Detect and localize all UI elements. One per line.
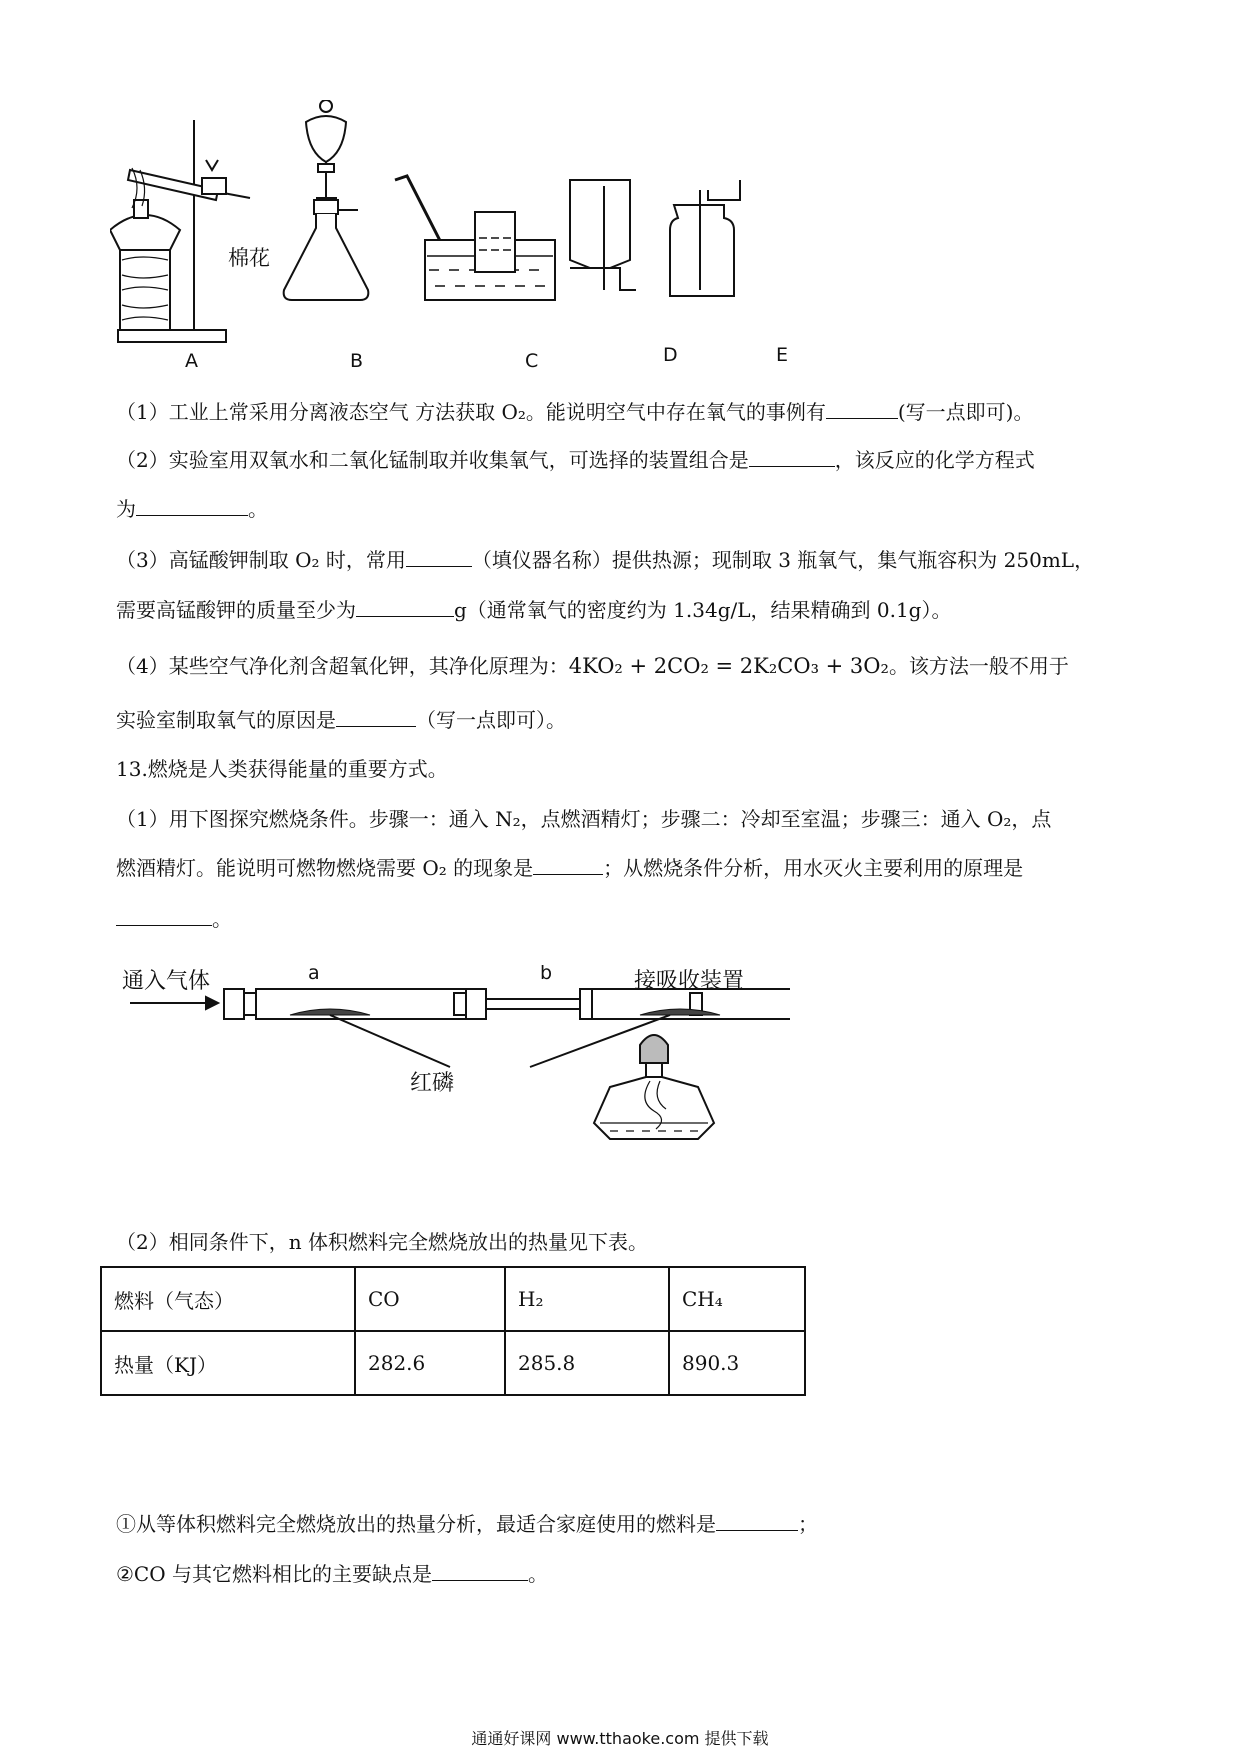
tube-a-label: a [308, 962, 320, 984]
answer-blank[interactable] [749, 446, 835, 467]
answer-blank[interactable] [826, 398, 898, 419]
q13-sub-ii [116, 1560, 548, 1588]
table-cell: 890.3 [669, 1331, 805, 1395]
q13-part1: （1）用下图探究燃烧条件。步骤一：通入 N₂，点燃酒精灯；步骤二：冷却至室温；步骤三：通入 O₂，点 [116, 807, 1052, 831]
apparatus-label-d: D [663, 344, 678, 366]
inlet-label: 通入气体 [122, 969, 211, 994]
outlet-label: 接吸收装置 [634, 969, 745, 994]
q12-part4-end: （写一点即可）。 [416, 708, 566, 732]
q12-part3-cont: （填仪器名称）提供热源；现制取 3 瓶氧气，集气瓶容积为 250mL， [471, 548, 1095, 572]
tube-a [224, 989, 486, 1019]
q12-part2-end: 。 [248, 497, 268, 521]
q13-part2: （2）相同条件下，n 体积燃料完全燃烧放出的热量见下表。 [116, 1230, 648, 1254]
table-cell: 285.8 [505, 1331, 669, 1395]
q12-part2-line2 [116, 495, 268, 523]
q12-part2-prefix: 为 [116, 497, 136, 521]
apparatus-b-conical-flask [284, 100, 369, 300]
apparatus-label-a: A [185, 350, 198, 372]
answer-blank[interactable] [356, 596, 454, 617]
answer-blank[interactable] [716, 1510, 798, 1531]
table-header-cell: CH₄ [669, 1267, 805, 1331]
q12-part3 [116, 546, 1094, 574]
q13-part1-line3 [116, 905, 232, 933]
q13-part1-cont: ；从燃烧条件分析，用水灭火主要利用的原理是 [603, 856, 1024, 880]
table-header-cell: CO [355, 1267, 505, 1331]
q12-part1-end: (写一点即可)。 [897, 400, 1034, 424]
answer-blank[interactable] [116, 905, 212, 926]
red-phosphorus-label: 红磷 [410, 1071, 455, 1096]
table-header-cell: 燃料（气态） [101, 1267, 355, 1331]
q12-part3-line2 [116, 596, 951, 624]
chemical-equation: 4KO₂ + 2CO₂ = 2K₂CO₃ + 3O₂ [568, 654, 889, 678]
answer-blank[interactable] [406, 546, 472, 567]
table-cell: 282.6 [355, 1331, 505, 1395]
q12-part4-text: （4）某些空气净化剂含超氧化钾，其净化原理为： [116, 654, 569, 678]
table-header-cell: H₂ [505, 1267, 669, 1331]
apparatus-e-gas-bottle [670, 180, 740, 296]
q12-part3-prefix: 需要高锰酸钾的质量至少为 [116, 598, 356, 622]
apparatus-label-c: C [525, 350, 539, 372]
table-cell: 热量（KJ） [101, 1331, 355, 1395]
cotton-label: 棉花 [228, 246, 270, 270]
q12-part3-text: （3）高锰酸钾制取 O₂ 时，常用 [116, 548, 406, 572]
q13-sub-i-end: ； [798, 1512, 818, 1536]
q13-sub-ii-text: ②CO 与其它燃料相比的主要缺点是 [116, 1562, 432, 1586]
answer-blank[interactable] [336, 706, 416, 727]
q12-part1 [116, 398, 1033, 426]
apparatus-c-water-trough [395, 176, 555, 300]
q12-part4 [116, 652, 1069, 680]
q12-part4-prefix: 实验室制取氧气的原因是 [116, 708, 336, 732]
fuel-heat-table [100, 1266, 806, 1396]
apparatus-label-e: E [776, 344, 789, 366]
tube-b-label: b [540, 962, 553, 984]
table-row [101, 1331, 805, 1395]
q12-part4-cont: 。该方法一般不用于 [888, 654, 1069, 678]
q13-sub-i [116, 1510, 818, 1538]
q13-part1-end: 。 [212, 907, 232, 931]
apparatus-a-heating-tube [110, 120, 250, 342]
q13-part1-text: 燃酒精灯。能说明可燃物燃烧需要 O₂ 的现象是 [116, 856, 534, 880]
q12-part2 [116, 446, 1035, 474]
q13-sub-ii-end: 。 [528, 1562, 548, 1586]
table-row [101, 1267, 805, 1331]
apparatus-figure [110, 100, 870, 380]
q13-part1-line2 [116, 854, 1023, 882]
answer-blank[interactable] [432, 1560, 528, 1581]
apparatus-label-b: B [350, 350, 364, 372]
answer-blank[interactable] [533, 854, 603, 875]
q13-sub-i-text: ①从等体积燃料完全燃烧放出的热量分析，最适合家庭使用的燃料是 [116, 1512, 716, 1536]
alcohol-lamp [594, 1035, 714, 1139]
q12-part1-text: （1）工业上常采用分离液态空气 方法获取 O₂。能说明空气中存在氧气的事例有 [116, 400, 826, 424]
apparatus-d-gas-bottle [570, 180, 636, 290]
q12-part2-text: （2）实验室用双氧水和二氧化锰制取并收集氧气，可选择的装置组合是 [116, 448, 749, 472]
answer-blank[interactable] [136, 495, 248, 516]
q12-part2-cont: ，该反应的化学方程式 [834, 448, 1035, 472]
q13-title: 13.燃烧是人类获得能量的重要方式。 [116, 757, 448, 781]
page-footer: 通通好课网 www.tthaoke.com 提供下载 [471, 1729, 769, 1748]
q12-part3-end: g（通常氧气的密度约为 1.34g/L，结果精确到 0.1g）。 [454, 598, 952, 622]
q12-part4-line2 [116, 706, 566, 734]
